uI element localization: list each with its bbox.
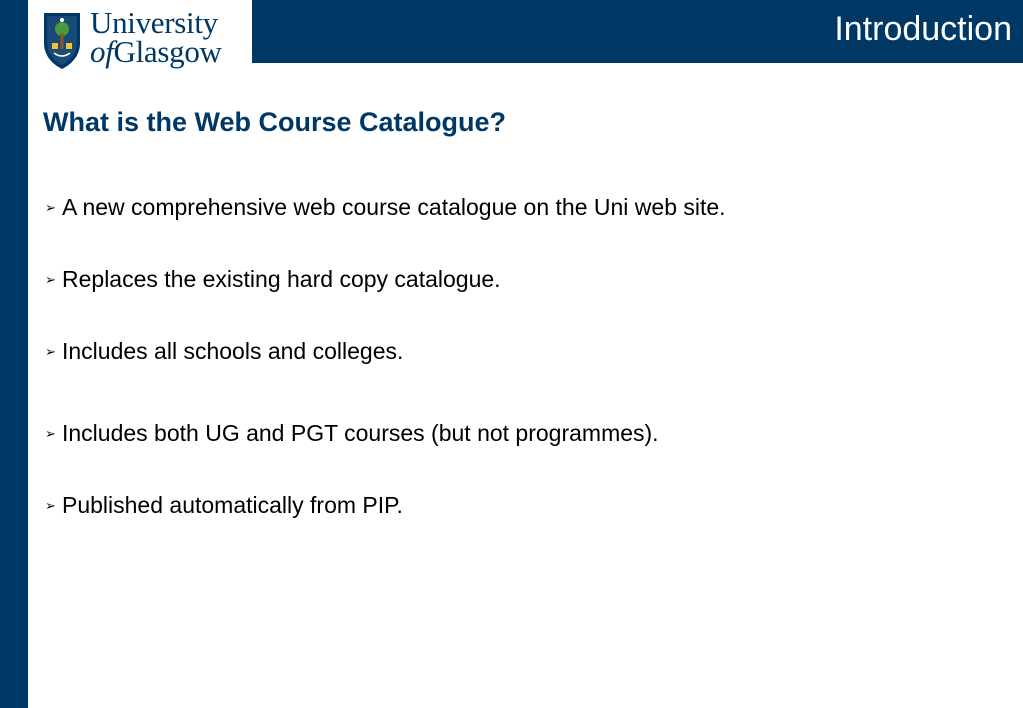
list-item — [45, 196, 726, 219]
bullet-text: Includes both UG and PGT courses (but not programmes). — [62, 420, 659, 446]
logo-glasgow-line — [90, 36, 222, 67]
arrow-bullet-icon: ➢ — [45, 426, 56, 441]
slide-title: Introduction — [834, 10, 1012, 48]
section-heading: What is the Web Course Catalogue? — [43, 107, 507, 137]
logo-glasgow-text: Glasgow — [113, 34, 222, 69]
bullet-text: Published automatically from PIP. — [62, 492, 403, 518]
university-crest-icon — [42, 9, 82, 71]
university-logo — [28, 0, 252, 74]
logo-wordmark — [90, 7, 222, 67]
list-item — [45, 340, 403, 363]
arrow-bullet-icon: ➢ — [45, 272, 56, 287]
bullet-text: Replaces the existing hard copy catalogue. — [62, 266, 501, 292]
arrow-bullet-icon: ➢ — [45, 344, 56, 359]
list-item — [45, 494, 403, 517]
arrow-bullet-icon: ➢ — [45, 498, 56, 513]
logo-of-text: of — [90, 34, 114, 69]
left-brand-bar — [0, 0, 28, 708]
arrow-bullet-icon: ➢ — [45, 200, 56, 215]
bullet-text: A new comprehensive web course catalogue on the Uni web site. — [62, 194, 726, 220]
list-item — [45, 268, 501, 291]
logo-university-text: University — [90, 5, 218, 40]
list-item — [45, 422, 659, 445]
bullet-text: Includes all schools and colleges. — [62, 338, 404, 364]
